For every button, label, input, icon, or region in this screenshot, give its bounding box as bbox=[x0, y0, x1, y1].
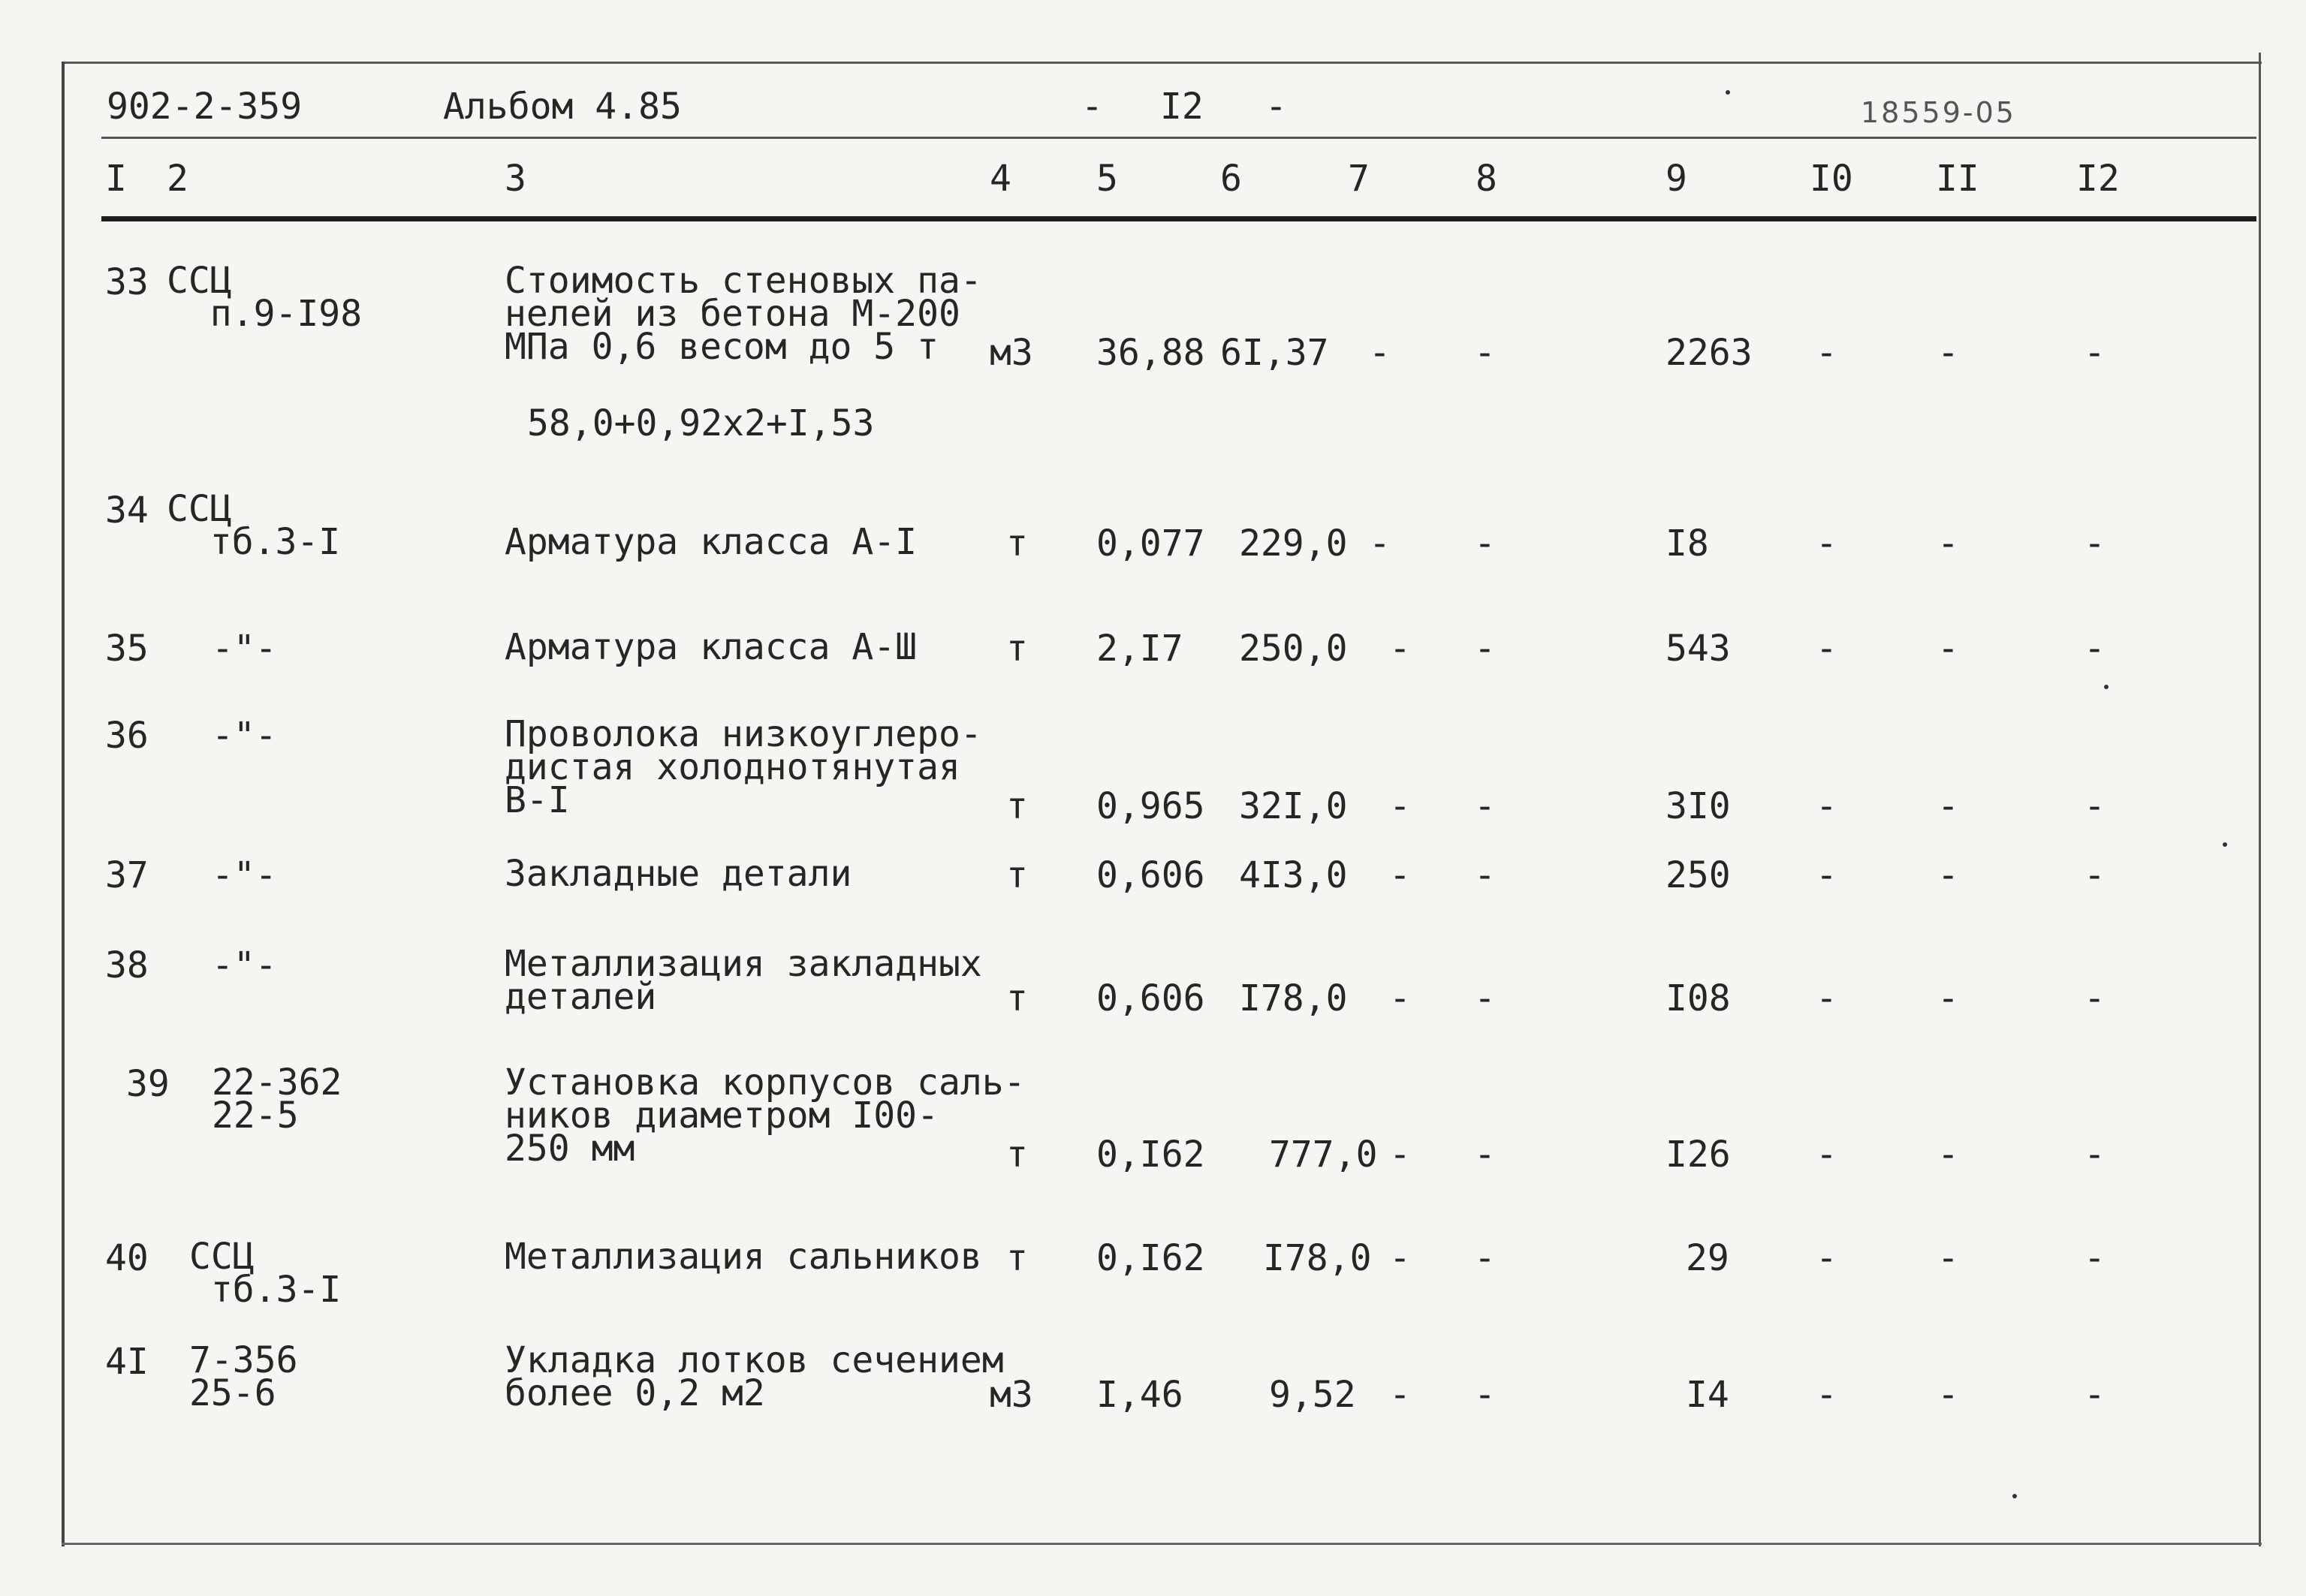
col7-value: - bbox=[1389, 854, 1411, 896]
price-reference: -"- bbox=[212, 628, 277, 670]
col7-value: - bbox=[1369, 522, 1391, 565]
col12-value: - bbox=[2084, 628, 2106, 670]
frame-right-line bbox=[2259, 53, 2261, 1546]
col7-value: - bbox=[1389, 628, 1411, 670]
item-name: Металлизация сальников bbox=[505, 1236, 982, 1278]
col12-value: - bbox=[2084, 977, 2106, 1019]
unit-price: 9,52 bbox=[1269, 1374, 1356, 1416]
frame-left-line bbox=[62, 62, 65, 1546]
col-header: 4 bbox=[990, 158, 1011, 200]
row-number: 38 bbox=[105, 944, 149, 986]
quantity: 0,I62 bbox=[1096, 1134, 1205, 1176]
total-cost: I4 bbox=[1686, 1374, 1729, 1416]
col-header: I bbox=[105, 158, 127, 200]
unit: т bbox=[1006, 854, 1028, 896]
row-number: 4I bbox=[105, 1341, 149, 1383]
col8-value: - bbox=[1474, 977, 1496, 1019]
col8-value: - bbox=[1474, 332, 1496, 374]
frame-bottom-line bbox=[62, 1543, 2262, 1545]
col7-value: - bbox=[1389, 1237, 1411, 1279]
col12-value: - bbox=[2084, 1374, 2106, 1416]
quantity: 0,965 bbox=[1096, 785, 1205, 827]
col7-value: - bbox=[1389, 1134, 1411, 1176]
row-number: 33 bbox=[105, 261, 149, 303]
row-number: 40 bbox=[105, 1237, 149, 1279]
unit: т bbox=[1006, 977, 1028, 1019]
col-header: 2 bbox=[167, 158, 188, 200]
col11-value: - bbox=[1937, 785, 1959, 827]
col11-value: - bbox=[1937, 1237, 1959, 1279]
col8-value: - bbox=[1474, 1237, 1496, 1279]
total-cost: 3I0 bbox=[1665, 785, 1731, 827]
col7-value: - bbox=[1389, 785, 1411, 827]
scan-speck bbox=[2223, 842, 2227, 847]
total-cost: 543 bbox=[1665, 628, 1731, 670]
unit: т bbox=[1006, 628, 1028, 670]
quantity: 0,I62 bbox=[1096, 1237, 1205, 1279]
unit-price: 777,0 bbox=[1269, 1134, 1378, 1176]
col-header: 8 bbox=[1476, 158, 1497, 200]
col12-value: - bbox=[2084, 1237, 2106, 1279]
quantity: 36,88 bbox=[1096, 332, 1205, 374]
col12-value: - bbox=[2084, 854, 2106, 896]
col10-value: - bbox=[1816, 785, 1837, 827]
col-header: 3 bbox=[505, 158, 526, 200]
col10-value: - bbox=[1816, 1134, 1837, 1176]
item-name: Укладка лотков сечением более 0,2 м2 bbox=[505, 1339, 1004, 1414]
unit: м3 bbox=[990, 1374, 1033, 1416]
header-divider bbox=[101, 137, 2256, 139]
total-cost: I08 bbox=[1665, 977, 1731, 1019]
col8-value: - bbox=[1474, 1134, 1496, 1176]
unit: т bbox=[1006, 1237, 1028, 1279]
unit-price: I78,0 bbox=[1239, 977, 1348, 1019]
col10-value: - bbox=[1816, 854, 1837, 896]
row-number: 36 bbox=[105, 715, 149, 757]
unit: т bbox=[1006, 785, 1028, 827]
unit: м3 bbox=[990, 332, 1033, 374]
col10-value: - bbox=[1816, 1374, 1837, 1416]
item-name: Установка корпусов саль- ников диаметром I00- 250 мм bbox=[505, 1061, 1026, 1170]
price-reference: 7-356 25-6 bbox=[189, 1339, 298, 1414]
unit-price: I78,0 bbox=[1263, 1237, 1372, 1279]
col-header: II bbox=[1936, 158, 1979, 200]
col8-value: - bbox=[1474, 522, 1496, 565]
row-number: 35 bbox=[105, 628, 149, 670]
item-formula: 58,0+0,92х2+I,53 bbox=[527, 402, 875, 444]
total-cost: 250 bbox=[1665, 854, 1731, 896]
col-header: I0 bbox=[1810, 158, 1853, 200]
item-name: Проволока низкоуглеро- дистая холоднотянутая В-I bbox=[505, 713, 982, 821]
col11-value: - bbox=[1937, 522, 1959, 565]
unit-price: 32I,0 bbox=[1239, 785, 1348, 827]
col11-value: - bbox=[1937, 332, 1959, 374]
quantity: 2,I7 bbox=[1096, 628, 1183, 670]
price-reference: -"- bbox=[212, 944, 277, 986]
price-reference: ССЦ тб.3-I bbox=[167, 488, 341, 563]
price-reference: 22-362 22-5 bbox=[212, 1061, 342, 1137]
scan-speck bbox=[2104, 685, 2109, 689]
col12-value: - bbox=[2084, 332, 2106, 374]
col-header: I2 bbox=[2076, 158, 2120, 200]
col11-value: - bbox=[1937, 1374, 1959, 1416]
col10-value: - bbox=[1816, 1237, 1837, 1279]
col10-value: - bbox=[1816, 332, 1837, 374]
col7-value: - bbox=[1389, 977, 1411, 1019]
col11-value: - bbox=[1937, 977, 1959, 1019]
row-number: 34 bbox=[105, 489, 149, 531]
total-cost: I26 bbox=[1665, 1134, 1731, 1176]
total-cost: 2263 bbox=[1665, 332, 1753, 374]
col-header: 6 bbox=[1220, 158, 1242, 200]
unit: т bbox=[1006, 1134, 1028, 1176]
price-reference: ССЦ тб.3-I bbox=[189, 1236, 342, 1311]
scan-speck bbox=[2012, 1494, 2017, 1498]
col7-value: - bbox=[1369, 332, 1391, 374]
row-number: 39 bbox=[126, 1063, 170, 1105]
price-reference: -"- bbox=[212, 854, 277, 896]
album-label: Альбом 4.85 bbox=[443, 86, 682, 128]
quantity: 0,606 bbox=[1096, 977, 1205, 1019]
project-code: 902-2-359 bbox=[107, 86, 303, 128]
unit-price: 6I,37 bbox=[1220, 332, 1329, 374]
col12-value: - bbox=[2084, 522, 2106, 565]
col12-value: - bbox=[2084, 785, 2106, 827]
item-name: Арматура класса А-I bbox=[505, 521, 918, 563]
total-cost: I8 bbox=[1665, 522, 1709, 565]
frame-top-line bbox=[62, 62, 2262, 64]
item-name: Арматура класса А-Ш bbox=[505, 626, 918, 668]
col8-value: - bbox=[1474, 854, 1496, 896]
col10-value: - bbox=[1816, 977, 1837, 1019]
col11-value: - bbox=[1937, 854, 1959, 896]
unit-price: 4I3,0 bbox=[1239, 854, 1348, 896]
price-reference: ССЦ п.9-I98 bbox=[167, 260, 363, 335]
col10-value: - bbox=[1816, 522, 1837, 565]
unit: т bbox=[1006, 522, 1028, 565]
col12-value: - bbox=[2084, 1134, 2106, 1176]
col-header: 7 bbox=[1348, 158, 1370, 200]
item-name: Металлизация закладных деталей bbox=[505, 943, 982, 1018]
total-cost: 29 bbox=[1686, 1237, 1729, 1279]
col11-value: - bbox=[1937, 1134, 1959, 1176]
col7-value: - bbox=[1389, 1374, 1411, 1416]
col8-value: - bbox=[1474, 628, 1496, 670]
quantity: 0,606 bbox=[1096, 854, 1205, 896]
col11-value: - bbox=[1937, 628, 1959, 670]
col-header: 9 bbox=[1665, 158, 1687, 200]
unit-price: 250,0 bbox=[1239, 628, 1348, 670]
quantity: 0,077 bbox=[1096, 522, 1205, 565]
col10-value: - bbox=[1816, 628, 1837, 670]
col8-value: - bbox=[1474, 785, 1496, 827]
page-number: I2 bbox=[1160, 86, 1204, 128]
page-dash-right: - bbox=[1265, 86, 1287, 128]
column-header-rule bbox=[101, 216, 2256, 221]
unit-price: 229,0 bbox=[1239, 522, 1348, 565]
item-name: Закладные детали bbox=[505, 853, 852, 895]
page-dash-left: - bbox=[1081, 86, 1103, 128]
scan-speck bbox=[1726, 90, 1730, 95]
col8-value: - bbox=[1474, 1374, 1496, 1416]
stamp-number: 18559-05 bbox=[1861, 96, 2016, 129]
quantity: I,46 bbox=[1096, 1374, 1183, 1416]
item-name: Стоимость стеновых па- нелей из бетона М-200 МПа 0,6 весом до 5 т bbox=[505, 260, 982, 368]
row-number: 37 bbox=[105, 854, 149, 896]
col-header: 5 bbox=[1096, 158, 1118, 200]
price-reference: -"- bbox=[212, 715, 277, 757]
